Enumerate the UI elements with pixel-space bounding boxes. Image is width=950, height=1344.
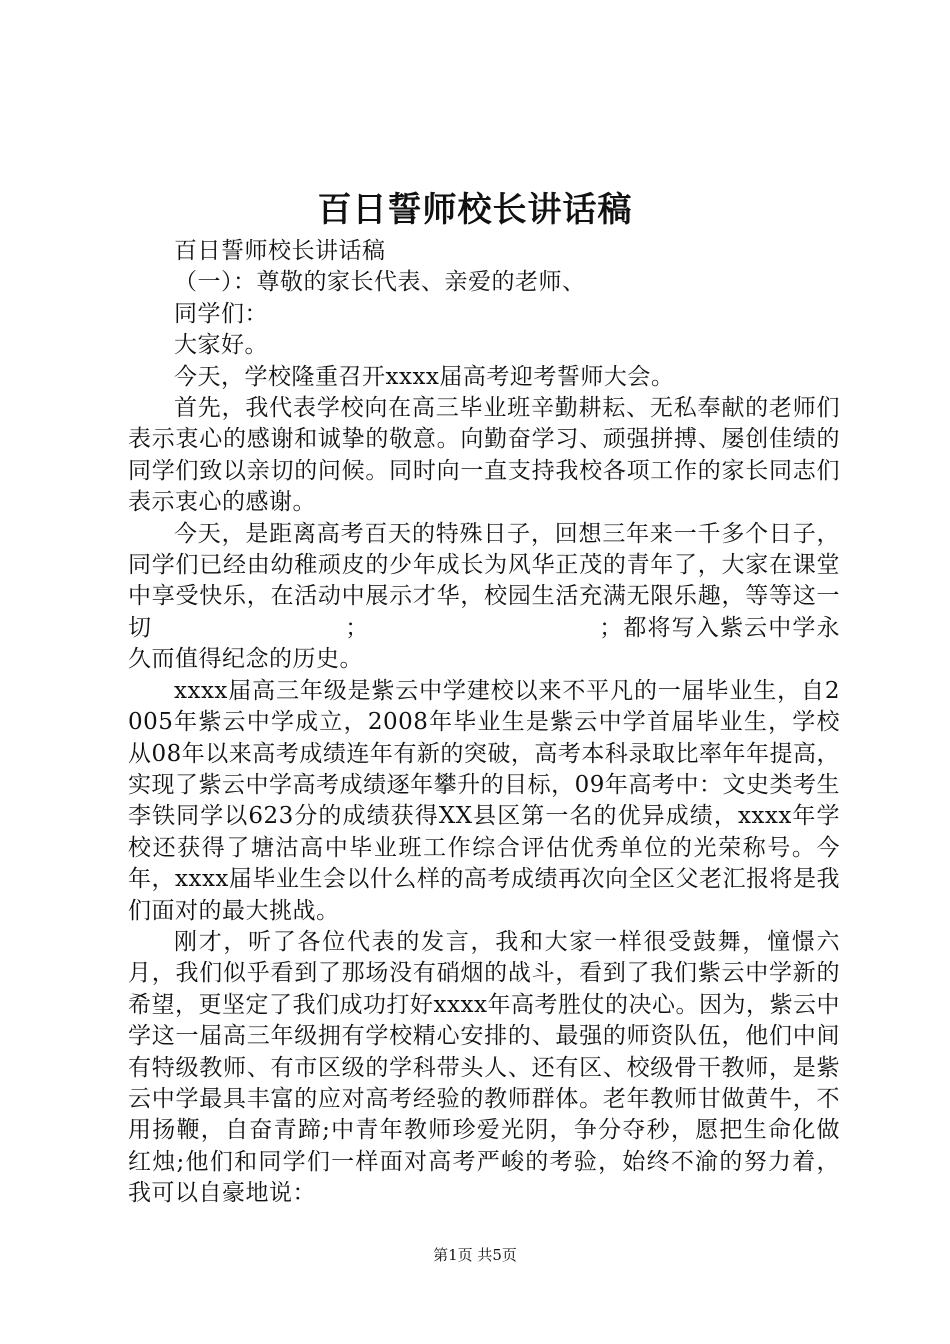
paragraph: 大家好。 — [174, 332, 268, 359]
paragraph: （一）：尊敬的家长代表、亲爱的老师、 — [174, 269, 586, 296]
paragraph: 刚才，听了各位代表的发言，我和大家一样很受鼓舞，憧憬六月，我们似乎看到了那场没有硝烟的战斗，看到了我们紫云中学新的希望，更坚定了我们成功打好xxxx年高考胜仗的决心。因为，紫云中学这一届高三年级拥有学校精心安排的、最强的师资队伍，他们中间有特级教师、有市区级的学科带头人、还有区、校级骨干教师，是紫云中学最具丰富的应对高考经验的教师群体。老年教师甘做黄牛，不用扬鞭，自奋青蹄;中青年教师珍爱光阴，争分夺秒，愿把生命化做红烛;他们和同学们一样面对高考严峻的考验，始终不渝的努力着，我可以自豪地说： — [128, 928, 840, 1207]
paragraph: 今天，是距离高考百天的特殊日子，回想三年来一千多个日子，同学们已经由幼稚顽皮的少年成长为风华正茂的青年了，大家在课堂中享受快乐，在活动中展示才华，校园生活充满无限乐趣，等等这一切 ； ；都将写入紫云中学永久而值得纪念的历史。 — [128, 520, 840, 673]
paragraph: xxxx届高三年级是紫云中学建校以来不平凡的一届毕业生，自2005年紫云中学成立，2008年毕业生是紫云中学首届毕业生，学校从08年以来高考成绩连年有新的突破，高考本科录取比率年年提高，实现了紫云中学高考成绩逐年攀升的目标，09年高考中：文史类考生李铁同学以623分的成绩获得XX县区第一名的优异成绩，xxxx年学校还获得了塘沽高中毕业班工作综合评估优秀单位的光荣称号。今年，xxxx届毕业生会以什么样的高考成绩再次向全区父老汇报将是我们面对的最大挑战。 — [128, 677, 840, 924]
page-number-footer: 第1页 共5页 — [433, 1246, 517, 1264]
paragraph: 今天，学校隆重召开xxxx届高考迎考誓师大会。 — [174, 363, 675, 390]
paragraph: 同学们： — [174, 300, 268, 327]
paragraph: 首先，我代表学校向在高三毕业班辛勤耕耘、无私奉献的老师们表示衷心的感谢和诚挚的敬意。向勤奋学习、顽强拼搏、屡创佳绩的同学们致以亲切的问候。同时向一直支持我校各项工作的家长同志们表示衷心的感谢。 — [128, 395, 840, 516]
document-body — [128, 236, 840, 1210]
document-title: 百日誓师校长讲话稿 — [317, 190, 633, 230]
paragraph: 百日誓师校长讲话稿 — [174, 238, 386, 264]
